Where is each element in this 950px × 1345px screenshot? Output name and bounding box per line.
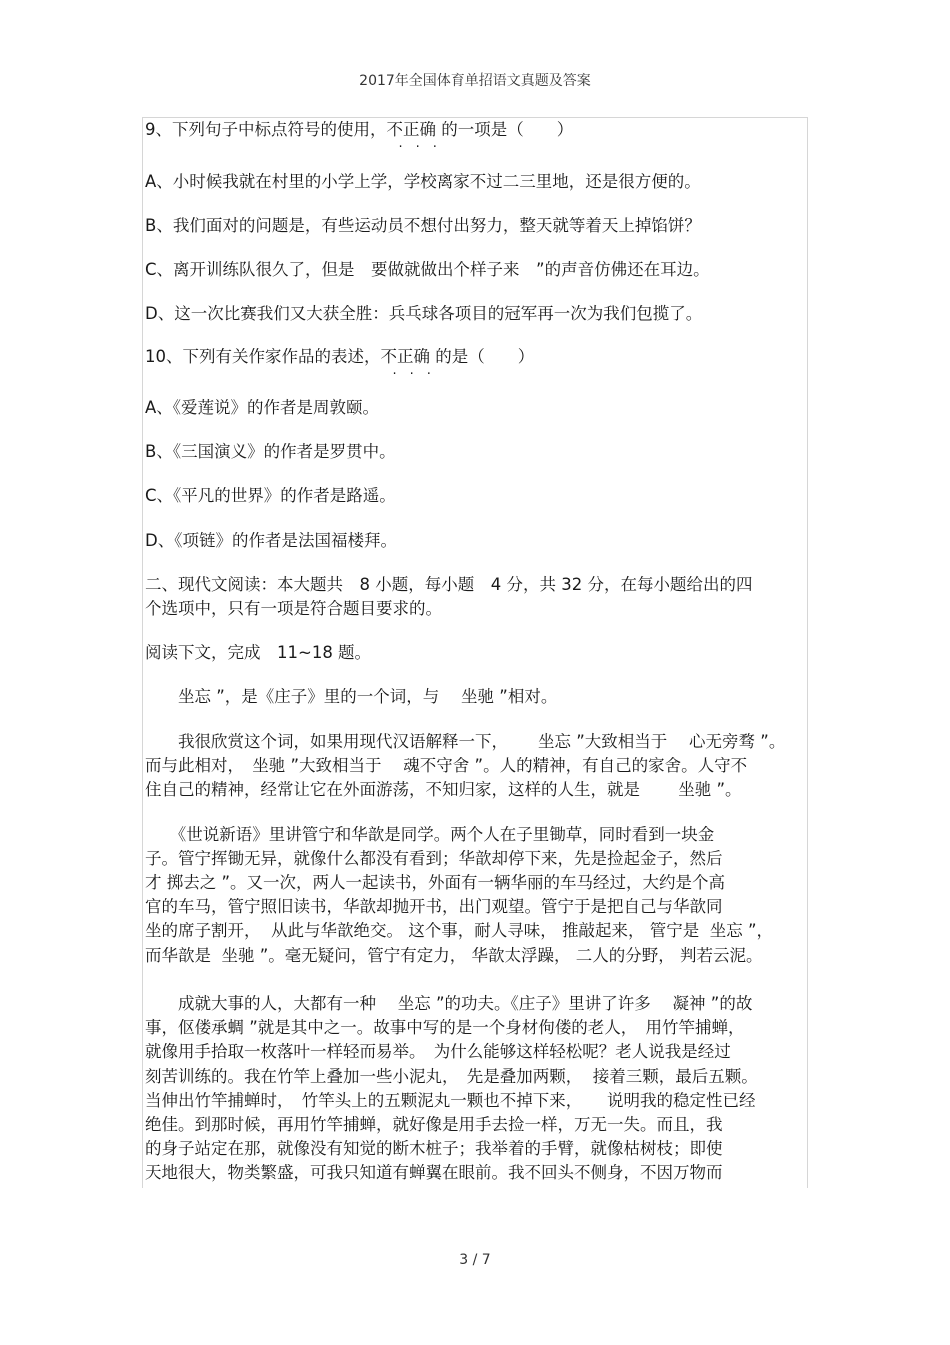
question-9-stem: 9、下列句子中标点符号的使用，不正确 · · · 的一项是（ ） — [145, 119, 573, 141]
question-9-option-d: D、这一次比赛我们又大获全胜：兵乓球各项目的冠军再一次为我们包揽了。 — [145, 304, 703, 323]
document-header: 2017年全国体育单招语文真题及答案 — [359, 73, 591, 89]
passage-paragraph-1: 坐忘 ”，是《庄子》里的一个词，与 坐驰 ”相对。 — [145, 687, 558, 706]
passage-p4-line: 事，伛偻承蜩 ”就是其中之一。故事中写的是一个身材佝偻的老人， 用竹竿捕蝉， — [145, 1018, 745, 1037]
passage-p4-line: 成就大事的人，大都有一种 坐忘 ”的功夫。《庄子》里讲了许多 凝神 ”的故 — [145, 994, 753, 1013]
emphasis-text: 不正确 · · · — [381, 347, 431, 366]
passage-p4-line: 当伸出竹竿捕蝉时， 竹竿头上的五颗泥丸一颗也不掉下来， 说明我的稳定性已经 — [145, 1091, 756, 1110]
question-10-option-a: A、《爱莲说》的作者是周敦颐。 — [145, 398, 380, 417]
question-10-option-d: D、《项链》的作者是法国福楼拜。 — [145, 531, 397, 550]
passage-p4-line: 就像用手拾取一枚落叶一样轻而易举。 为什么能够这样轻松呢？老人说我是经过 — [145, 1042, 731, 1061]
question-10-stem: 10、下列有关作家作品的表述，不正确 · · · 的是（ ） — [145, 346, 534, 368]
passage-p2-line: 而与此相对， 坐驰 ”大致相当于 魂不守舍 ”。人的精神，有自己的家舍。人守不 — [145, 756, 748, 775]
question-10-option-b: B、《三国演义》的作者是罗贯中。 — [145, 442, 396, 461]
reading-instruction: 阅读下文，完成 11~18 题。 — [145, 643, 372, 662]
passage-p2-line: 我很欣赏这个词，如果用现代汉语解释一下， 坐忘 ”大致相当于 心无旁骛 ”。 — [145, 732, 786, 751]
passage-p3-line: 才 掷去之 ”。又一次，两人一起读书，外面有一辆华丽的车马经过，大约是个高 — [145, 873, 726, 892]
page-number: 3 / 7 — [459, 1252, 491, 1268]
passage-p4-line: 绝佳。到那时候，再用竹竿捕蝉，就好像是用手去捡一样，万无一失。而且，我 — [145, 1115, 723, 1134]
passage-p3-line: 坐的席子割开， 从此与华歆绝交。 这个事，耐人寻味， 推敲起来， 管宁是 坐忘 ”， — [145, 921, 774, 940]
emphasis-text: 不正确 · · · — [387, 120, 437, 139]
question-9-option-a: A、小时候我就在村里的小学上学，学校离家不过二三里地，还是很方便的。 — [145, 172, 701, 191]
section-2-heading-line-2: 个选项中，只有一项是符合题目要求的。 — [145, 599, 442, 618]
passage-p3-line: 官的车马，管宁照旧读书，华歆却抛开书，出门观望。管宁于是把自己与华歆同 — [145, 897, 723, 916]
passage-p3-line: 子。管宁挥锄无异，就像什么都没有看到；华歆却停下来，先是捡起金子，然后 — [145, 849, 723, 868]
passage-p4-line: 天地很大，物类繁盛，可我只知道有蝉翼在眼前。我不回头不侧身，不因万物而 — [145, 1163, 723, 1182]
passage-p3-line: 而华歆是 坐驰 ”。毫无疑问，管宁有定力， 华歆太浮躁， 二人的分野， 判若云泥。 — [145, 946, 763, 965]
section-2-heading-line-1: 二、现代文阅读：本大题共 8 小题，每小题 4 分，共 32 分，在每小题给出的四 — [145, 575, 753, 594]
passage-p3-line: 《世说新语》里讲管宁和华歆是同学。两个人在子里锄草，同时看到一块金 — [145, 825, 715, 844]
passage-p2-line: 住自己的精神，经常让它在外面游荡，不知归家，这样的人生，就是 坐驰 ”。 — [145, 780, 742, 799]
question-10-option-c: C、《平凡的世界》的作者是路遥。 — [145, 486, 396, 505]
question-9-option-c: C、离开训练队很久了，但是 要做就做出个样子来 ”的声音仿佛还在耳边。 — [145, 260, 710, 279]
question-9-option-b: B、我们面对的问题是，有些运动员不想付出努力，整天就等着天上掉馅饼？ — [145, 216, 701, 235]
passage-p4-line: 的身子站定在那，就像没有知觉的断木桩子；我举着的手臂，就像枯树枝；即使 — [145, 1139, 723, 1158]
passage-p4-line: 刻苦训练的。我在竹竿上叠加一些小泥丸， 先是叠加两颗， 接着三颗，最后五颗。 — [145, 1067, 758, 1086]
